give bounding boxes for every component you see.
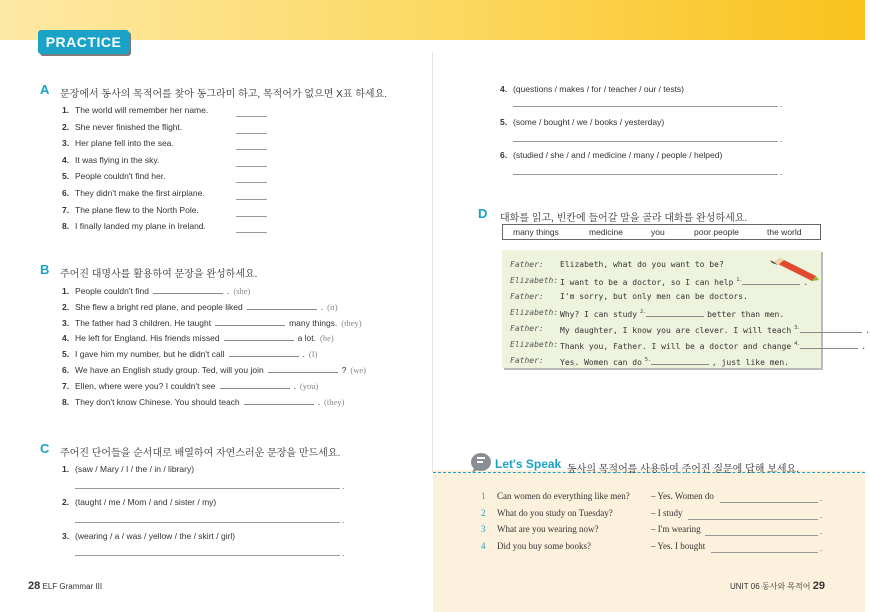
answer-line[interactable]: [236, 232, 267, 233]
dialog-text: I'm sorry, but only men can be doctors.: [560, 292, 748, 301]
item-number: 2.: [62, 121, 70, 132]
item-number: 3.: [62, 317, 70, 328]
section-b-item: [62, 317, 362, 328]
answer-blank[interactable]: [229, 348, 299, 357]
practice-badge: PRACTICE: [38, 30, 129, 54]
item-text-after: .: [302, 349, 305, 360]
word-bank-item: the world: [767, 227, 802, 237]
speak-question: Can women do everything like men?: [497, 491, 630, 501]
section-a-instruction: 문장에서 동사의 목적어를 찾아 동그라미 하고, 목적어가 없으면 X표 하세요.: [60, 89, 388, 100]
section-d-instruction: 대화를 읽고, 빈칸에 들어갈 말을 골라 대화를 완성하세요.: [500, 213, 748, 224]
dialog-text-after: better than men.: [707, 310, 785, 319]
section-b-item: [62, 301, 338, 312]
section-c-item: [62, 464, 194, 474]
item-number: 6.: [62, 188, 70, 198]
item-text-after: .: [317, 396, 321, 407]
answer-line[interactable]: [236, 149, 267, 150]
dialog-text-after: .: [861, 342, 867, 351]
pronoun-hint: (it): [327, 301, 338, 312]
dialog-blank[interactable]: [646, 308, 704, 317]
book-title: ELF Grammar III: [42, 582, 103, 591]
footer-left: [28, 580, 102, 592]
dialog-text-after: , just like men.: [711, 358, 789, 367]
blank-number: 3.: [794, 325, 801, 332]
item-number: 5.: [62, 171, 70, 182]
item-text-before: The father had 3 children. He taught: [75, 317, 212, 328]
item-text-after: ?: [341, 365, 347, 375]
answer-line[interactable]: [513, 106, 778, 107]
speak-answer-line[interactable]: [711, 552, 818, 553]
section-b-item: [62, 285, 250, 296]
item-number: 6.: [62, 365, 70, 375]
item-number: 8.: [62, 396, 70, 407]
item-number: 7.: [62, 204, 70, 215]
footer-right: [730, 580, 825, 592]
item-text-after: .: [293, 380, 296, 391]
section-a-item: [62, 122, 182, 132]
item-text-before: He left for England. His friends missed: [75, 333, 220, 344]
line-period: .: [820, 527, 823, 536]
answer-line[interactable]: [75, 522, 340, 523]
section-d-letter: D: [478, 206, 488, 221]
section-b-item: [62, 380, 318, 391]
dialog-text-after: .: [865, 326, 870, 335]
item-number: 6.: [500, 150, 508, 160]
speak-question: What are you wearing now?: [497, 524, 599, 534]
section-a-item: [62, 171, 165, 181]
dialog-blank[interactable]: [742, 276, 800, 285]
answer-line[interactable]: [236, 199, 267, 200]
section-c-item: [500, 150, 722, 160]
word-bank-item: medicine: [589, 227, 624, 237]
dialog-text: Yes. Women can do: [560, 358, 642, 367]
item-text-after: .: [320, 301, 324, 312]
item-words: (wearing / a / was / yellow / the / skirt / girl): [75, 531, 236, 541]
dialog-blank[interactable]: [800, 324, 862, 333]
item-number: 1.: [62, 105, 70, 115]
item-number: 1.: [62, 286, 70, 296]
section-a-item: [62, 205, 199, 215]
dialog-blank[interactable]: [800, 340, 858, 349]
item-text-before: They don't know Chinese. You should teach: [75, 396, 240, 407]
answer-line[interactable]: [236, 216, 267, 217]
section-b-item: [62, 396, 344, 407]
speak-answer-line[interactable]: [688, 519, 818, 520]
item-words: (questions / makes / for / teacher / our / tests): [513, 84, 685, 94]
answer-line[interactable]: [236, 182, 267, 183]
answer-blank[interactable]: [215, 317, 285, 326]
line-period: .: [780, 100, 783, 109]
dialog-text: My daughter, I know you are clever. I will teach: [560, 326, 792, 335]
answer-blank[interactable]: [153, 285, 223, 294]
dialog-line: [560, 324, 870, 335]
answer-blank[interactable]: [244, 396, 314, 405]
section-a-letter: A: [40, 82, 50, 97]
word-bank-item: poor people: [694, 227, 739, 237]
item-number: 5.: [500, 117, 508, 127]
blank-number: 4.: [794, 341, 801, 348]
item-text: They didn't make the first airplane.: [75, 188, 205, 198]
item-words: (studied / she / and / medicine / many / people / helped): [513, 150, 723, 160]
answer-line[interactable]: [236, 116, 267, 117]
line-period: .: [342, 549, 345, 558]
item-number: 4.: [62, 333, 70, 344]
speak-answer-start: – Yes. I bought: [651, 540, 706, 551]
page-number-left: 28: [28, 580, 41, 592]
answer-blank[interactable]: [268, 364, 338, 373]
pronoun-hint: (she): [233, 286, 251, 296]
item-words: (taught / me / Mom / and / sister / my): [75, 497, 217, 507]
dialog-speaker: Father:: [510, 260, 544, 269]
item-text-before: I gave him my number, but he didn't call: [75, 349, 225, 360]
speak-answer-start: – Yes. Women do: [651, 491, 714, 501]
item-number: 3.: [62, 531, 70, 541]
section-c-letter: C: [40, 441, 50, 456]
line-period: .: [780, 168, 783, 177]
speak-number: 3: [481, 524, 486, 534]
dialog-line: [560, 340, 866, 351]
dialog-line: [560, 356, 789, 367]
dialog-speaker: Father:: [510, 324, 544, 333]
blank-number: 1.: [736, 277, 743, 284]
section-c-item: [62, 497, 216, 507]
dialog-text: Why? I can study: [560, 310, 638, 319]
section-a-item: [62, 188, 205, 198]
line-period: .: [820, 543, 823, 553]
item-text-before: Ellen, where were you? I couldn't see: [75, 380, 216, 391]
line-period: .: [780, 135, 783, 144]
item-text: She never finished the flight.: [75, 121, 183, 132]
answer-line[interactable]: [75, 555, 340, 556]
item-text-after: a lot.: [297, 333, 316, 344]
dialog-text: I want to be a doctor, so I can help: [560, 278, 734, 287]
dialog-line: [560, 292, 748, 301]
dialog-speaker: Father:: [510, 356, 544, 365]
item-number: 2.: [62, 497, 70, 507]
lets-speak-instruction: 동사의 목적어를 사용하여 주어진 질문에 답해 보세요.: [567, 464, 799, 475]
item-text-after: .: [226, 286, 230, 296]
item-text-before: We have an English study group. Ted, will you join: [75, 365, 264, 375]
item-number: 1.: [62, 464, 70, 474]
section-b-item: [62, 348, 317, 359]
page-number-right: 29: [812, 580, 825, 592]
item-number: 8.: [62, 221, 70, 232]
pronoun-hint: (they): [341, 317, 362, 328]
line-period: .: [820, 494, 823, 503]
item-number: 7.: [62, 380, 70, 391]
item-number: 2.: [62, 301, 70, 312]
item-text: People couldn't find her.: [75, 171, 166, 182]
item-number: 3.: [62, 138, 70, 149]
item-words: (some / bought / we / books / yesterday): [513, 117, 665, 127]
blank-number: 2.: [640, 309, 647, 316]
item-text: Her plane fell into the sea.: [75, 138, 174, 149]
answer-line[interactable]: [513, 141, 778, 142]
speak-question: What do you study on Tuesday?: [497, 507, 613, 518]
item-words: (saw / Mary / I / the / in / library): [75, 464, 195, 474]
answer-blank[interactable]: [220, 380, 290, 389]
dialog-speaker: Elizabeth:: [510, 340, 559, 349]
dialog-blank[interactable]: [651, 356, 709, 365]
item-number: 5.: [62, 349, 70, 360]
section-b-item: [62, 332, 334, 343]
word-bank: [502, 224, 821, 240]
speak-answer-line[interactable]: [705, 535, 818, 536]
section-b-letter: B: [40, 262, 50, 277]
lets-speak-title: Let's Speak: [495, 457, 562, 471]
pronoun-hint: (we): [350, 365, 366, 375]
dialog-speaker: Father:: [510, 292, 544, 301]
speak-number: 2: [481, 507, 486, 518]
item-number: 4.: [500, 84, 508, 94]
line-period: .: [342, 516, 345, 525]
word-bank-item: you: [651, 227, 665, 237]
section-c-instruction: 주어진 단어들을 순서대로 배열하여 자연스러운 문장을 만드세요.: [60, 448, 341, 459]
dialog-line: [560, 260, 724, 269]
item-text: It was flying in the sky.: [75, 154, 160, 165]
item-number: 4.: [62, 154, 70, 165]
pronoun-hint: (he): [320, 333, 334, 344]
section-a-item: [62, 105, 208, 115]
line-period: .: [820, 510, 823, 520]
item-text-after: many things.: [289, 317, 338, 328]
blank-number: 5.: [644, 357, 651, 364]
section-c-item: [500, 117, 664, 127]
speak-number: 1: [481, 491, 486, 501]
answer-blank[interactable]: [224, 332, 294, 341]
dialog-box: [502, 250, 870, 368]
answer-line[interactable]: [236, 166, 267, 167]
answer-blank[interactable]: [247, 301, 317, 310]
section-c-item: [500, 84, 684, 94]
dialog-text: Elizabeth, what do you want to be?: [560, 260, 724, 269]
section-a-item: [62, 138, 174, 148]
section-b-item: [62, 364, 366, 375]
item-text-before: She flew a bright red plane, and people liked: [75, 301, 243, 312]
speak-answer-start: – I study: [651, 507, 683, 518]
item-text: The plane flew to the North Pole.: [75, 204, 199, 215]
speech-icon: [470, 451, 492, 473]
dialog-line: [560, 276, 808, 287]
line-period: .: [342, 482, 345, 491]
answer-line[interactable]: [513, 174, 778, 175]
dialog-speaker: Elizabeth:: [510, 276, 559, 285]
top-banner: [0, 0, 865, 40]
dialog-line: [560, 308, 784, 319]
word-bank-item: many things: [513, 227, 559, 237]
dialog-text-after: .: [803, 278, 809, 287]
speak-answer-line[interactable]: [720, 502, 818, 503]
page-divider: [432, 52, 433, 472]
answer-line[interactable]: [236, 133, 267, 134]
section-a-item: [62, 221, 206, 231]
section-c-item: [62, 531, 235, 541]
unit-title: UNIT 06 동사와 목적어: [730, 582, 811, 591]
pronoun-hint: (I): [308, 349, 318, 360]
speak-question: Did you buy some books?: [497, 540, 591, 551]
item-text: I finally landed my plane in Ireland.: [75, 221, 206, 232]
speak-answer-start: – I'm wearing: [651, 524, 701, 534]
dialog-speaker: Elizabeth:: [510, 308, 559, 317]
section-a-item: [62, 155, 159, 165]
pronoun-hint: (they): [324, 396, 345, 407]
speak-number: 4: [481, 540, 486, 551]
answer-line[interactable]: [75, 488, 340, 489]
dialog-text: Thank you, Father. I will be a doctor and change: [560, 342, 792, 351]
item-text-before: People couldn't find: [75, 286, 149, 296]
item-text: The world will remember her name.: [75, 105, 209, 115]
section-b-instruction: 주어진 대명사를 활용하여 문장을 완성하세요.: [60, 269, 258, 280]
pronoun-hint: (you): [299, 380, 319, 391]
